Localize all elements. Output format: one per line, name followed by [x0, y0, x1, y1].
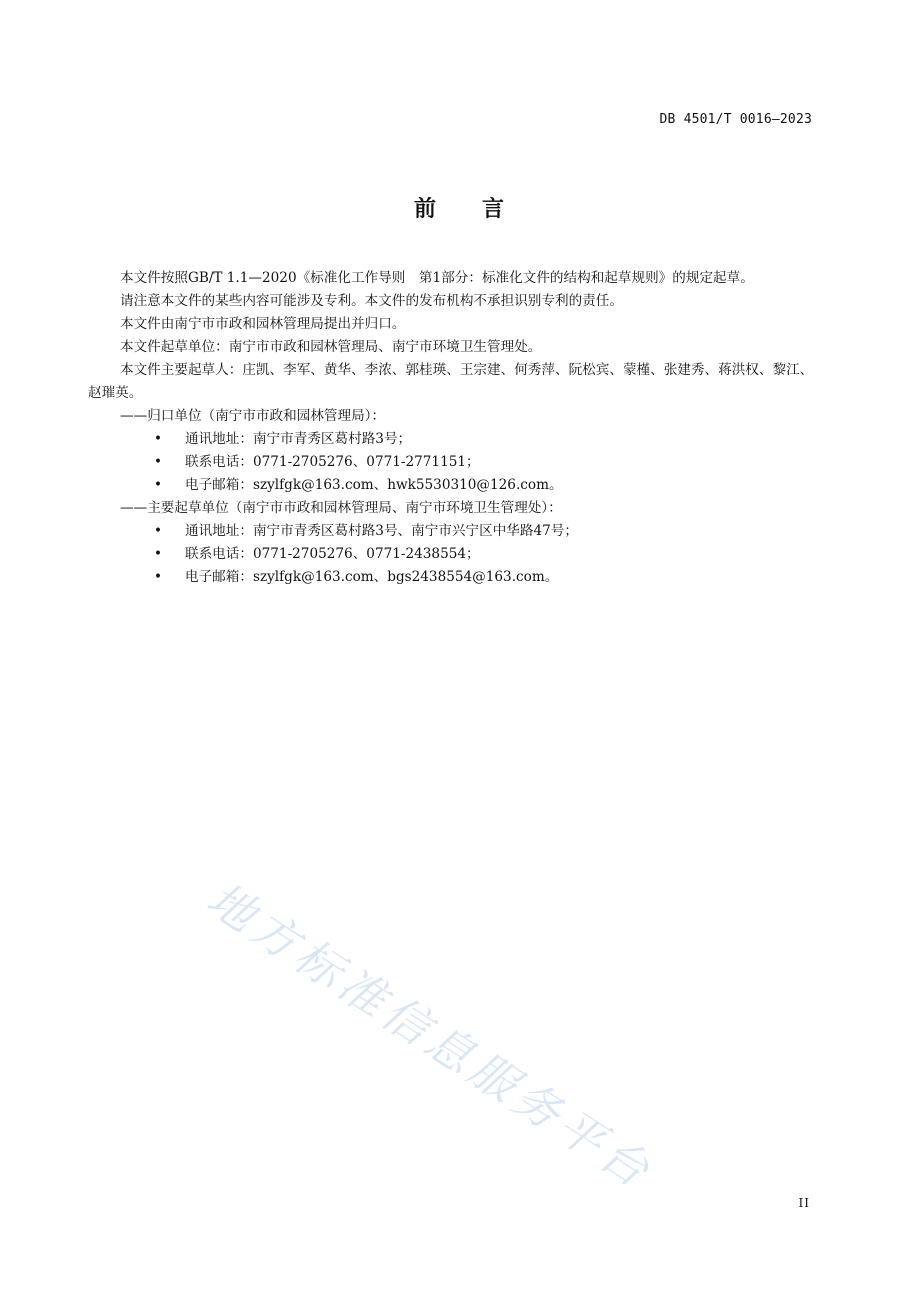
- list-item: [88, 566, 816, 589]
- title-char-1: 前: [413, 197, 438, 222]
- title-char-2: 言: [482, 197, 507, 222]
- bullet-icon: •: [154, 546, 163, 562]
- list-item: [88, 474, 816, 497]
- contact-phone: 联系电话：0771-2705276、0771-2771151；: [185, 454, 480, 470]
- document-code: DB 4501/T 0016—2023: [659, 112, 812, 127]
- paragraph-drafting-units: 本文件起草单位：南宁市市政和园林管理局、南宁市环境卫生管理处。: [120, 339, 542, 355]
- paragraph-proposer: 本文件由南宁市市政和园林管理局提出并归口。: [120, 316, 406, 332]
- contact-email: 电子邮箱：szylfgk@163.com、hwk5530310@126.com。: [185, 477, 563, 493]
- contact-email: 电子邮箱：szylfgk@163.com、bgs2438554@163.com。: [185, 569, 559, 585]
- section-heading-responsible-unit: ——归口单位（南宁市市政和园林管理局）：: [120, 408, 386, 424]
- contact-phone: 联系电话：0771-2705276、0771-2438554；: [185, 546, 480, 562]
- watermark: 地方标准信息服务平台: [197, 871, 664, 1201]
- contact-address: 通讯地址：南宁市青秀区葛村路3号、南宁市兴宁区中华路47号；: [185, 523, 578, 539]
- foreword-body: [88, 267, 816, 589]
- page-number: II: [798, 1196, 810, 1210]
- list-item: [88, 520, 816, 543]
- section-heading-main-drafting-units: ——主要起草单位（南宁市市政和园林管理局、南宁市环境卫生管理处）：: [120, 500, 562, 516]
- paragraph-drafters: 本文件主要起草人：庄凯、李军、黄华、李浓、郭桂瑛、王宗建、何秀萍、阮松宾、蒙槿、张建秀、蒋洪权、黎江、赵璀英。: [88, 362, 814, 401]
- list-item: [88, 543, 816, 566]
- contact-address: 通讯地址：南宁市青秀区葛村路3号；: [185, 431, 412, 447]
- paragraph-drafting-basis: 本文件按照GB/T 1.1—2020《标准化工作导则 第1部分：标准化文件的结构和起草规则》的规定起草。: [120, 270, 754, 286]
- bullet-icon: •: [154, 523, 163, 539]
- list-item: [88, 428, 816, 451]
- bullet-icon: •: [154, 569, 163, 585]
- page-title: [0, 192, 920, 223]
- list-item: [88, 451, 816, 474]
- bullet-icon: •: [154, 454, 163, 470]
- paragraph-patent-notice: 请注意本文件的某些内容可能涉及专利。本文件的发布机构不承担识别专利的责任。: [120, 293, 623, 309]
- bullet-icon: •: [154, 477, 163, 493]
- bullet-icon: •: [154, 431, 163, 447]
